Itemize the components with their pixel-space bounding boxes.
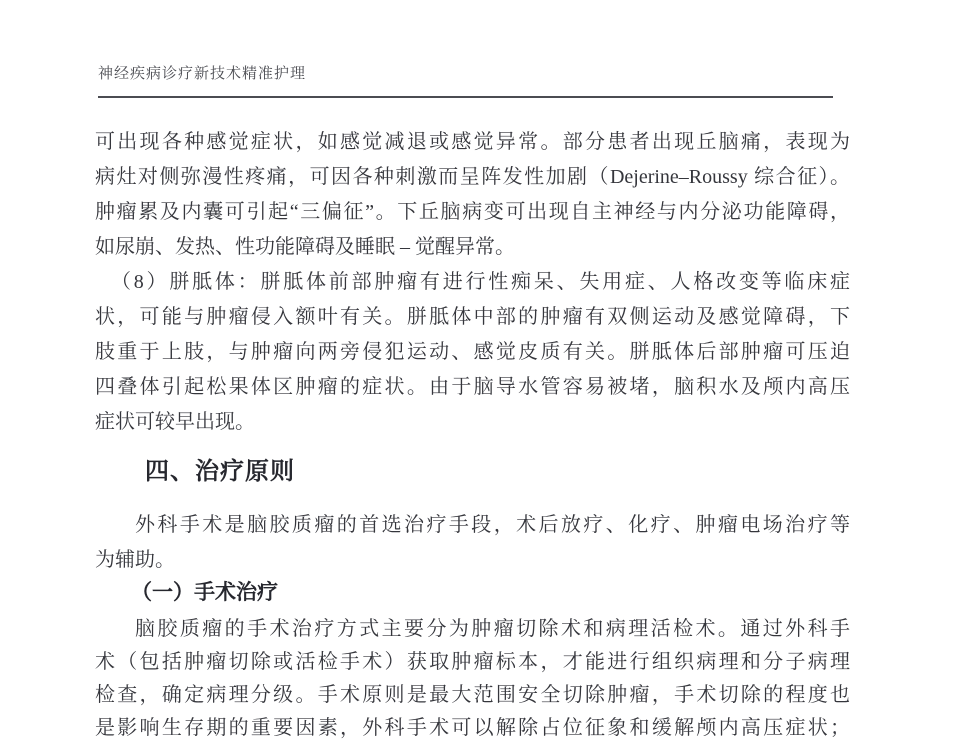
text-line: 外科手术是脑胶质瘤的首选治疗手段，术后放疗、化疗、肿瘤电场治疗等 bbox=[135, 514, 850, 536]
text-line: 四叠体引起松果体区肿瘤的症状。由于脑导水管容易被堵，脑积水及颅内高压 bbox=[95, 376, 850, 398]
paragraph-surgical-details bbox=[95, 613, 850, 745]
text-line: 为辅助。 bbox=[95, 549, 175, 571]
paragraph-treatment-overview bbox=[95, 508, 850, 578]
running-header-title: 神经疾病诊疗新技术精准护理 bbox=[98, 66, 307, 82]
text-line: 是影响生存期的重要因素，外科手术可以解除占位征象和缓解颅内高压症状； bbox=[95, 717, 850, 739]
text-line: 症状可较早出现。 bbox=[95, 411, 255, 433]
text-line: 状，可能与肿瘤侵入额叶有关。胼胝体中部的肿瘤有双侧运动及感觉障碍，下 bbox=[95, 306, 850, 328]
section-heading-treatment-principles: 四、治疗原则 bbox=[145, 459, 295, 485]
text-line: 如尿崩、发热、性功能障碍及睡眠 – 觉醒异常。 bbox=[95, 236, 515, 258]
text-line: 脑胶质瘤的手术治疗方式主要分为肿瘤切除术和病理活检术。通过外科手 bbox=[135, 618, 850, 640]
text-line: （8）胼胝体：胼胝体前部肿瘤有进行性痴呆、失用症、人格改变等临床症 bbox=[111, 271, 850, 293]
text-line: 肿瘤累及内囊可引起“三偏征”。下丘脑病变可出现自主神经与内分泌功能障碍， bbox=[95, 201, 850, 223]
text-line: 术（包括肿瘤切除或活检手术）获取肿瘤标本，才能进行组织病理和分子病理 bbox=[95, 651, 850, 673]
paragraph-corpus-callosum bbox=[95, 265, 850, 440]
text-line: 可出现各种感觉症状，如感觉减退或感觉异常。部分患者出现丘脑痛，表现为 bbox=[95, 131, 850, 153]
sub-heading-surgical-treatment: （一）手术治疗 bbox=[131, 581, 278, 604]
paragraph-sensory-symptoms bbox=[95, 125, 850, 265]
text-line: 肢重于上肢，与肿瘤向两旁侵犯运动、感觉皮质有关。胼胝体后部肿瘤可压迫 bbox=[95, 341, 850, 363]
text-line: 检查，确定病理分级。手术原则是最大范围安全切除肿瘤，手术切除的程度也 bbox=[95, 684, 850, 706]
text-line: 病灶对侧弥漫性疼痛，可因各种刺激而呈阵发性加剧（Dejerine–Roussy 综合征）。 bbox=[95, 166, 850, 188]
header-rule bbox=[98, 96, 833, 98]
